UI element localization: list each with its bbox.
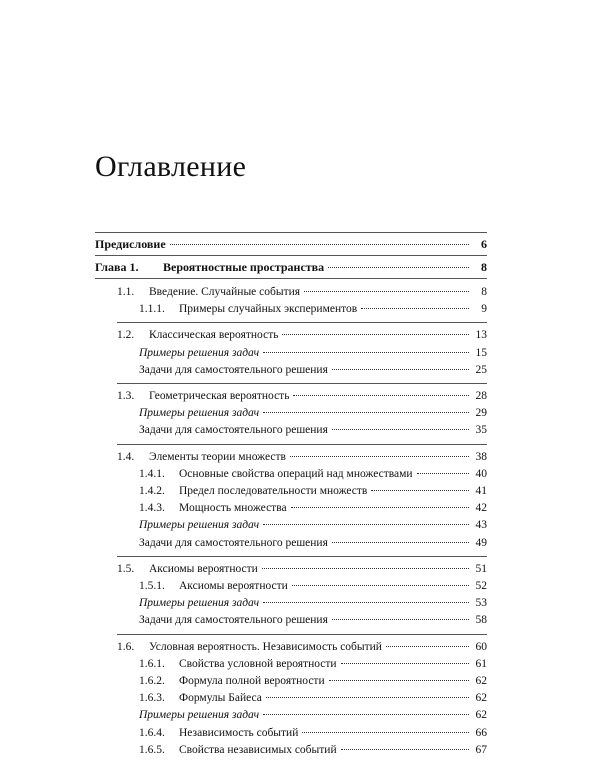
- toc-entry-title: Формулы Байеса: [179, 692, 262, 705]
- toc-entry-page: 61: [475, 657, 487, 670]
- leader-dots: [263, 713, 469, 715]
- toc-entry-page: 9: [481, 303, 487, 316]
- subsection-number: 1.6.4.: [139, 726, 165, 739]
- leader-dots: [332, 618, 469, 620]
- section-number: 1.2.: [117, 329, 135, 342]
- leader-dots: [332, 428, 469, 430]
- toc-entry-title: Аксиомы вероятности: [179, 580, 288, 593]
- toc-entry-title: Геометрическая вероятность: [149, 390, 290, 403]
- toc-entry-subsection[interactable]: [95, 301, 487, 318]
- subsection-number: 1.4.1.: [139, 467, 165, 480]
- toc-entry-subsection[interactable]: [95, 742, 487, 759]
- leader-dots: [341, 662, 469, 664]
- toc-entry-title: Примеры решения задач: [139, 407, 260, 420]
- toc-entry-subsection[interactable]: [95, 578, 487, 595]
- toc-entry-page: 41: [475, 485, 487, 498]
- leader-dots: [332, 541, 469, 543]
- toc-entry-title: Мощность множества: [179, 502, 287, 515]
- toc-entry-title: Задачи для самостоятельного решения: [139, 363, 328, 376]
- toc-entry-title: Аксиомы вероятности: [149, 562, 258, 575]
- section-number: 1.1.: [117, 286, 135, 298]
- subsection-number: 1.6.2.: [139, 675, 165, 688]
- chapter-number: Глава 1.: [95, 260, 139, 274]
- toc-entry-page: 40: [475, 467, 487, 480]
- leader-dots: [329, 679, 469, 681]
- toc-entry-page: 52: [475, 580, 487, 593]
- toc-entry-title: Классическая вероятность: [149, 329, 279, 342]
- toc-entry-section[interactable]: [95, 639, 487, 656]
- leader-dots: [290, 455, 469, 457]
- toc-entry-subsection[interactable]: [95, 405, 487, 422]
- section-number: 1.6.: [117, 640, 135, 653]
- leader-dots: [263, 523, 469, 525]
- toc-entry-page: 6: [481, 237, 487, 251]
- leader-dots: [332, 368, 469, 370]
- toc-entry-page: 53: [475, 597, 487, 610]
- subsection-number: 1.6.1.: [139, 657, 165, 670]
- toc-section-group: [95, 384, 487, 444]
- leader-dots: [386, 645, 469, 647]
- toc-entry-title: Основные свойства операций над множествами: [179, 467, 413, 480]
- subsection-number: 1.5.1.: [139, 580, 165, 593]
- toc-entry-title: Формула полной вероятности: [179, 675, 325, 688]
- sections-list: [95, 279, 487, 763]
- toc-entry-subsection[interactable]: [95, 483, 487, 500]
- toc-section-group: [95, 635, 487, 763]
- toc-entry-subsection[interactable]: [95, 725, 487, 742]
- toc-entry-subsection[interactable]: [95, 535, 487, 552]
- toc-entry-section[interactable]: [95, 561, 487, 578]
- leader-dots: [292, 584, 469, 586]
- toc-section-group: [95, 557, 487, 634]
- leader-dots: [262, 567, 469, 569]
- toc-entry-title: Элементы теории множеств: [149, 450, 286, 463]
- toc-entry-subsection[interactable]: [95, 517, 487, 534]
- subsection-number: 1.6.3.: [139, 692, 165, 705]
- toc-entry-title: Примеры решения задач: [139, 709, 260, 722]
- leader-dots: [293, 394, 469, 396]
- toc-entry-page: 62: [475, 675, 487, 688]
- toc-entry-preface[interactable]: [95, 233, 487, 255]
- section-number: 1.4.: [117, 450, 135, 463]
- toc-entry-title: Условная вероятность. Независимость событий: [149, 640, 382, 653]
- toc-entry-title: Примеры случайных экспериментов: [179, 303, 358, 316]
- toc-entry-page: 60: [475, 640, 487, 653]
- toc-entry-title: Предисловие: [95, 237, 166, 251]
- leader-dots: [291, 506, 469, 508]
- toc-entry-page: 29: [475, 407, 487, 420]
- subsection-number: 1.4.3.: [139, 502, 165, 515]
- toc-entry-subsection[interactable]: [95, 673, 487, 690]
- toc-entry-subsection[interactable]: [95, 656, 487, 673]
- toc-entry-title: Примеры решения задач: [139, 519, 260, 532]
- toc-entry-page: 67: [475, 743, 487, 756]
- toc-entry-section[interactable]: [95, 388, 487, 405]
- toc-entry-page: 25: [475, 363, 487, 376]
- subsection-number: 1.6.5.: [139, 743, 165, 756]
- toc-entry-title: Свойства условной вероятности: [179, 657, 337, 670]
- toc-entry-chapter[interactable]: [95, 256, 487, 278]
- toc-entry-page: 66: [475, 726, 487, 739]
- toc-entry-page: 8: [481, 260, 487, 274]
- toc-entry-title: Свойства независимых событий: [179, 743, 337, 756]
- toc-section-group: [95, 323, 487, 383]
- toc-entry-page: 38: [475, 450, 487, 463]
- leader-dots: [266, 696, 469, 698]
- toc-entry-subsection[interactable]: [95, 500, 487, 517]
- leader-dots: [304, 290, 469, 292]
- leader-dots: [263, 601, 469, 603]
- toc-entry-title: Задачи для самостоятельного решения: [139, 536, 328, 549]
- toc-entry-title: Задачи для самостоятельного решения: [139, 614, 328, 627]
- leader-dots: [417, 472, 469, 474]
- section-number: 1.3.: [117, 390, 135, 403]
- toc-entry-subsection[interactable]: [95, 612, 487, 629]
- toc-entry-subsection[interactable]: [95, 707, 487, 724]
- toc-entry-page: 62: [475, 692, 487, 705]
- toc-entry-page: 28: [475, 390, 487, 403]
- toc-entry-title: Вероятностные пространства: [163, 260, 325, 274]
- leader-dots: [263, 411, 469, 413]
- toc-entry-page: 13: [475, 329, 487, 342]
- toc-entry-page: 8: [481, 286, 487, 298]
- toc-entry-subsection[interactable]: [95, 466, 487, 483]
- toc-entry-page: 49: [475, 536, 487, 549]
- table-of-contents: [95, 232, 487, 763]
- subsection-number: 1.1.1.: [139, 303, 165, 316]
- toc-entry-page: 42: [475, 502, 487, 515]
- toc-entry-title: Предел последовательности множеств: [179, 485, 368, 498]
- toc-entry-section[interactable]: [95, 284, 487, 301]
- toc-entry-page: 58: [475, 614, 487, 627]
- toc-entry-title: Примеры решения задач: [139, 346, 260, 359]
- leader-dots: [282, 333, 469, 335]
- toc-entry-page: 43: [475, 519, 487, 532]
- leader-dots: [361, 307, 469, 309]
- section-number: 1.5.: [117, 562, 135, 575]
- toc-entry-subsection[interactable]: [95, 422, 487, 439]
- toc-entry-section[interactable]: [95, 449, 487, 466]
- toc-section-group: [95, 279, 487, 322]
- leader-dots: [302, 731, 469, 733]
- leader-dots: [371, 489, 469, 491]
- toc-entry-title: Задачи для самостоятельного решения: [139, 424, 328, 437]
- toc-entry-title: Независимость событий: [179, 726, 299, 739]
- toc-entry-section[interactable]: [95, 327, 487, 344]
- toc-entry-page: 15: [475, 346, 487, 359]
- leader-dots: [263, 351, 469, 353]
- toc-entry-title: Примеры решения задач: [139, 597, 260, 610]
- toc-entry-page: 62: [475, 709, 487, 722]
- toc-entry-title: Введение. Случайные события: [149, 286, 301, 298]
- toc-entry-subsection[interactable]: [95, 690, 487, 707]
- page-title: Оглавление: [95, 150, 247, 183]
- toc-entry-subsection[interactable]: [95, 595, 487, 612]
- leader-dots: [328, 266, 469, 268]
- toc-entry-subsection[interactable]: [95, 345, 487, 362]
- toc-entry-subsection[interactable]: [95, 362, 487, 379]
- toc-entry-page: 51: [475, 562, 487, 575]
- toc-section-group: [95, 445, 487, 556]
- toc-entry-page: 35: [475, 424, 487, 437]
- leader-dots: [170, 243, 469, 245]
- subsection-number: 1.4.2.: [139, 485, 165, 498]
